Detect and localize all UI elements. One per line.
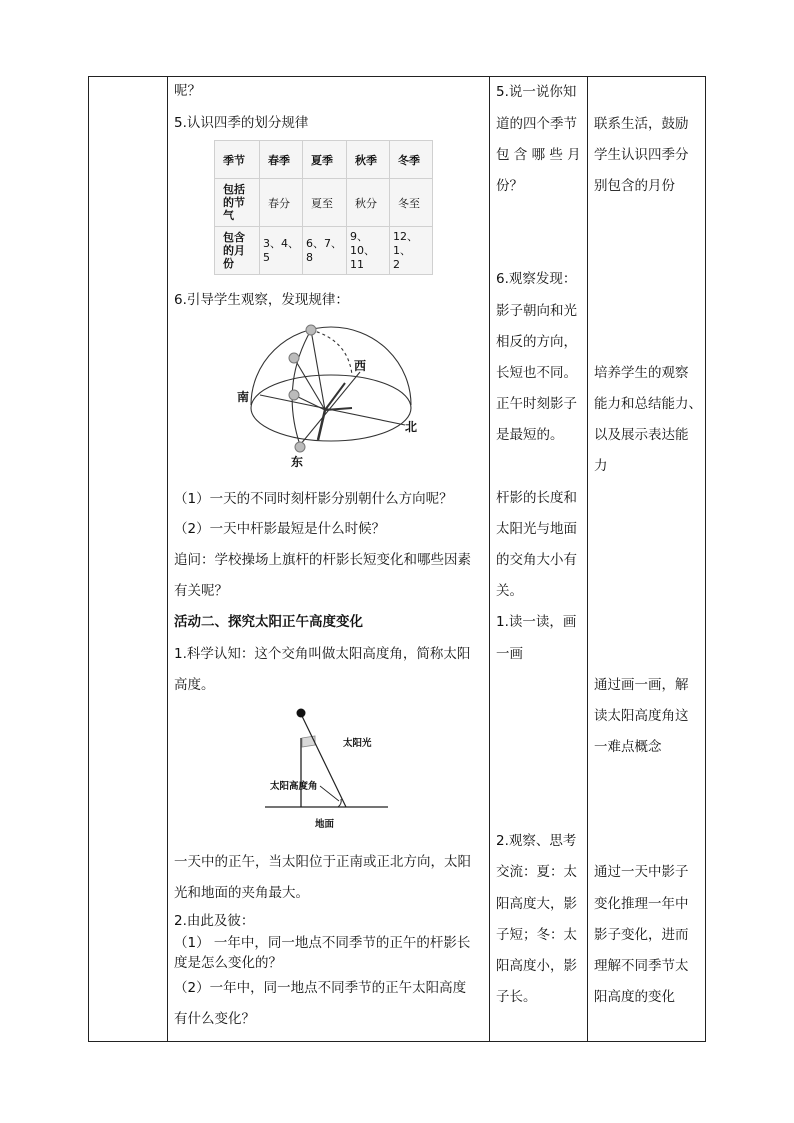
west-label: 西 [354,359,367,373]
north-label: 北 [405,420,418,434]
table-cell: 夏季 [303,141,347,179]
table-cell: 包含 的月 份 [215,227,260,275]
intent-text: 联系生活，鼓励 [594,116,689,132]
angle-pointer [320,786,339,801]
table-cell: 秋季 [347,141,390,179]
intent-text: 培养学生的观察 [594,365,689,381]
student-text: 包 含 哪 些 月 [496,147,581,163]
table-cell: 包括 的节 气 [215,179,260,227]
student-text: 道的四个季节 [496,116,577,132]
student-text: 6.观察发现： [496,271,577,287]
table-cell: 冬至 [390,179,433,227]
table-cell: 季节 [215,141,260,179]
intent-text: 一难点概念 [594,739,662,755]
question: （1） 一年中，同一地点不同季节的正午的杆影长 [174,935,471,951]
student-text: 正午时刻影子 [496,396,577,412]
student-text: 阳高度大，影 [496,896,577,912]
student-text: 相反的方向， [496,334,577,350]
south-label: 南 [237,390,250,404]
question: 度是怎么变化的？ [174,955,282,971]
text-line: 一天中的正午，当太阳位于正南或正北方向，太阳 [174,854,471,870]
table-cell: 冬季 [390,141,433,179]
table-cell: 3、4、 5 [260,227,303,275]
student-text: 5.说一说你知 [496,84,577,100]
student-text: 的交角大小有 [496,552,577,568]
student-text: 阳高度小，影 [496,958,577,974]
student-text: 一画 [496,646,523,662]
activity-heading: 活动二、探究太阳正午高度变化 [174,614,363,630]
intent-text: 读太阳高度角这 [594,708,689,724]
question: 有什么变化？ [174,1011,255,1027]
text-line: 光和地面的夹角最大。 [174,885,309,901]
intent-text: 通过一天中影子 [594,864,689,880]
intent-text: 变化推理一年中 [594,896,689,912]
student-text: 子长。 [496,989,537,1005]
student-text: 交流：夏：太 [496,864,577,880]
intent-text: 通过画一画，解 [594,677,689,693]
question: （2）一年中，同一地点不同季节的正午太阳高度 [174,980,467,996]
student-text: 长短也不同。 [496,365,577,381]
table-cell: 春季 [260,141,303,179]
intent-text: 理解不同季节太 [594,958,689,974]
student-text: 子短；冬：太 [496,927,577,943]
intent-text: 力 [594,458,608,474]
table-cell: 12、1、 2 [390,227,433,275]
table-cell: 春分 [260,179,303,227]
intent-text: 影子变化，进而 [594,927,689,943]
question: （2）一天中杆影最短是什么时候？ [174,521,386,537]
student-text: 关。 [496,583,523,599]
student-text: 份？ [496,178,523,194]
intent-text: 阳高度的变化 [594,989,675,1005]
intent-text: 能力和总结能力、 [594,396,702,412]
table-cell: 秋分 [347,179,390,227]
sunlight-label: 太阳光 [343,738,372,749]
angle-label: 太阳高度角 [270,781,318,792]
east-label: 东 [291,455,304,469]
text-line: 呢？ [174,83,201,99]
table-cell: 9、10、 11 [347,227,390,275]
text-line: 追问：学校操场上旗杆的杆影长短变化和哪些因素 [174,552,471,568]
table-cell: 6、7、 8 [303,227,347,275]
text-line: 6.引导学生观察，发现规律： [174,292,349,308]
text-line: 5.认识四季的划分规律 [174,115,309,131]
student-text: 太阳光与地面 [496,521,577,537]
question: （1）一天的不同时刻杆影分别朝什么方向呢？ [174,491,453,507]
sun-icon [297,709,306,718]
student-text: 影子朝向和光 [496,303,577,319]
intent-text: 学生认识四季分 [594,147,689,163]
text-line: 有关呢？ [174,583,228,599]
text-line: 1.科学认知：这个交角叫做太阳高度角，简称太阳 [174,646,471,662]
intent-text: 别包含的月份 [594,178,675,194]
text-line: 2.由此及彼： [174,913,255,929]
student-text: 是最短的。 [496,427,564,443]
student-text: 杆影的长度和 [496,490,577,506]
text-line: 高度。 [174,677,215,693]
table-cell: 夏至 [303,179,347,227]
student-text: 1.读一读，画 [496,614,577,630]
student-text: 2.观察、思考 [496,833,577,849]
ground-label: 地面 [315,819,335,830]
intent-text: 以及展示表达能 [594,427,689,443]
